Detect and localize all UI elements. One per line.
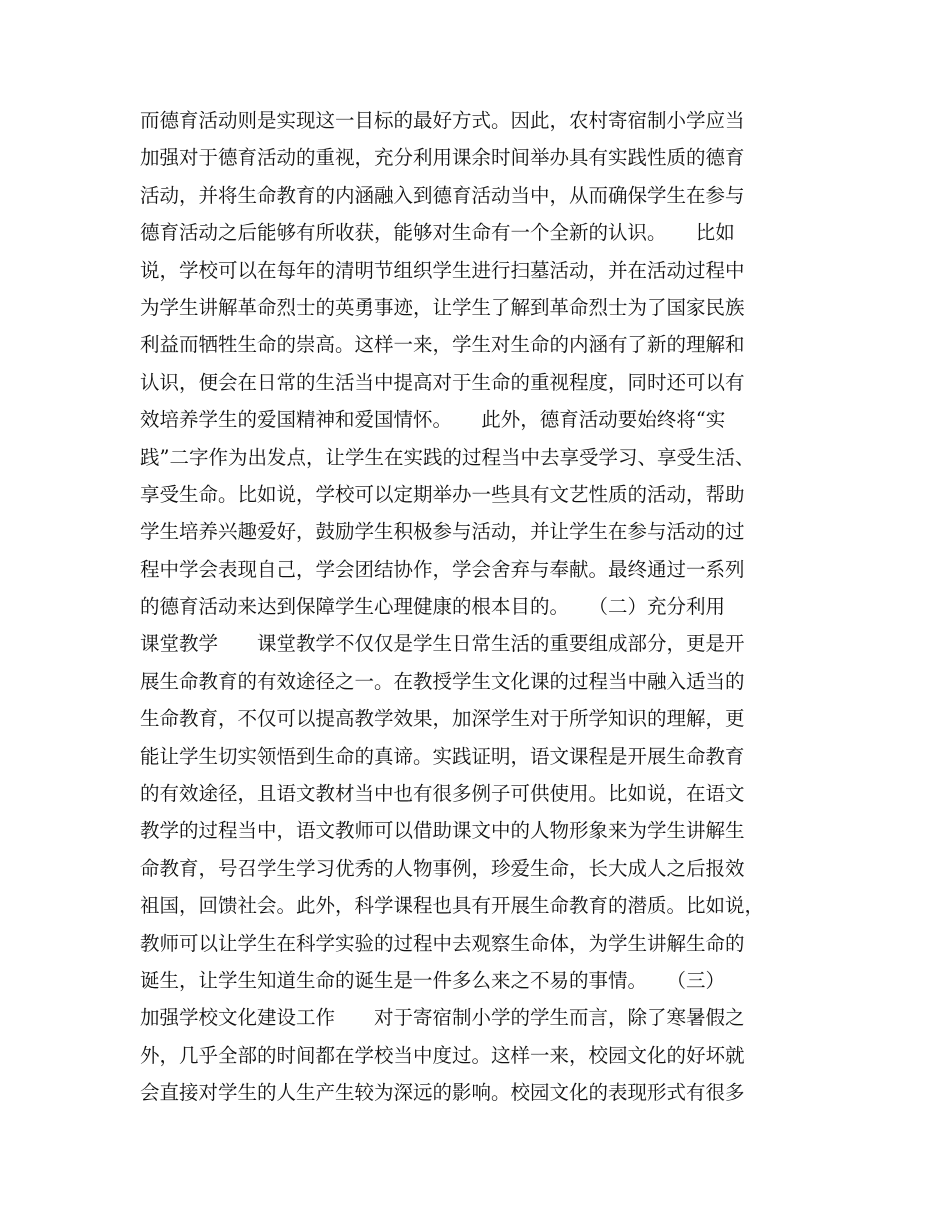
- text-line: 德育活动之后能够有所收获，能够对生命有一个全新的认识。 比如: [140, 221, 735, 245]
- text-line: 说，学校可以在每年的清明节组织学生进行扫墓活动，并在活动过程中: [140, 258, 745, 282]
- text-line: 利益而牺牲生命的崇高。这样一来，学生对生命的内涵有了新的理解和: [140, 333, 745, 357]
- text-line: 而德育活动则是实现这一目标的最好方式。因此，农村寄宿制小学应当: [140, 109, 745, 132]
- text-line: 加强对于德育活动的重视，充分利用课余时间举办具有实践性质的德育: [140, 146, 745, 170]
- text-line: 程中学会表现自己，学会团结协作，学会舍弃与奉献。最终通过一系列: [140, 557, 745, 581]
- text-line: 教学的过程当中，语文教师可以借助课文中的人物形象来为学生讲解生: [140, 819, 745, 843]
- text-line: 为学生讲解革命烈士的英勇事迹，让学生了解到革命烈士为了国家民族: [140, 295, 745, 319]
- text-line: 活动，并将生命教育的内涵融入到德育活动当中，从而确保学生在参与: [140, 183, 745, 207]
- text-line: 生命教育，不仅可以提高教学效果，加深学生对于所学知识的理解，更: [140, 707, 745, 731]
- text-line: 加强学校文化建设工作 对于寄宿制小学的学生而言，除了寒暑假之: [140, 1006, 745, 1030]
- text-line: 会直接对学生的人生产生较为深远的影响。校园文化的表现形式有很多: [140, 1081, 745, 1105]
- text-line: 展生命教育的有效途径之一。在教授学生文化课的过程当中融入适当的: [140, 669, 745, 693]
- text-line: 学生培养兴趣爱好，鼓励学生积极参与活动，并让学生在参与活动的过: [140, 520, 745, 544]
- body-text: [140, 102, 830, 1112]
- text-line: 诞生，让学生知道生命的诞生是一件多么来之不易的事情。 （三）: [140, 968, 726, 992]
- text-line: 践”二字作为出发点，让学生在实践的过程当中去享受学习、享受生活、: [140, 445, 755, 469]
- text-line: 命教育，号召学生学习优秀的人物事例，珍爱生命，长大成人之后报效: [140, 856, 745, 880]
- text-line: 的德育活动来达到保障学生心理健康的根本目的。 （二）充分利用: [140, 595, 726, 619]
- text-line: 祖国，回馈社会。此外，科学课程也具有开展生命教育的潜质。比如说，: [140, 894, 765, 918]
- text-line: 课堂教学 课堂教学不仅仅是学生日常生活的重要组成部分，更是开: [140, 632, 745, 656]
- text-line: 能让学生切实领悟到生命的真谛。实践证明，语文课程是开展生命教育: [140, 744, 745, 768]
- text-line: 享受生命。比如说，学校可以定期举办一些具有文艺性质的活动，帮助: [140, 482, 745, 506]
- text-line: 教师可以让学生在科学实验的过程中去观察生命体，为学生讲解生命的: [140, 931, 745, 955]
- text-line: 效培养学生的爱国精神和爱国情怀。 此外，德育活动要始终将“实: [140, 408, 726, 432]
- text-line: 外，几乎全部的时间都在学校当中度过。这样一来，校园文化的好坏就: [140, 1043, 745, 1067]
- text-line: 的有效途径，且语文教材当中也有很多例子可供使用。比如说，在语文: [140, 782, 745, 806]
- text-line: 认识，便会在日常的生活当中提高对于生命的重视程度，同时还可以有: [140, 370, 745, 394]
